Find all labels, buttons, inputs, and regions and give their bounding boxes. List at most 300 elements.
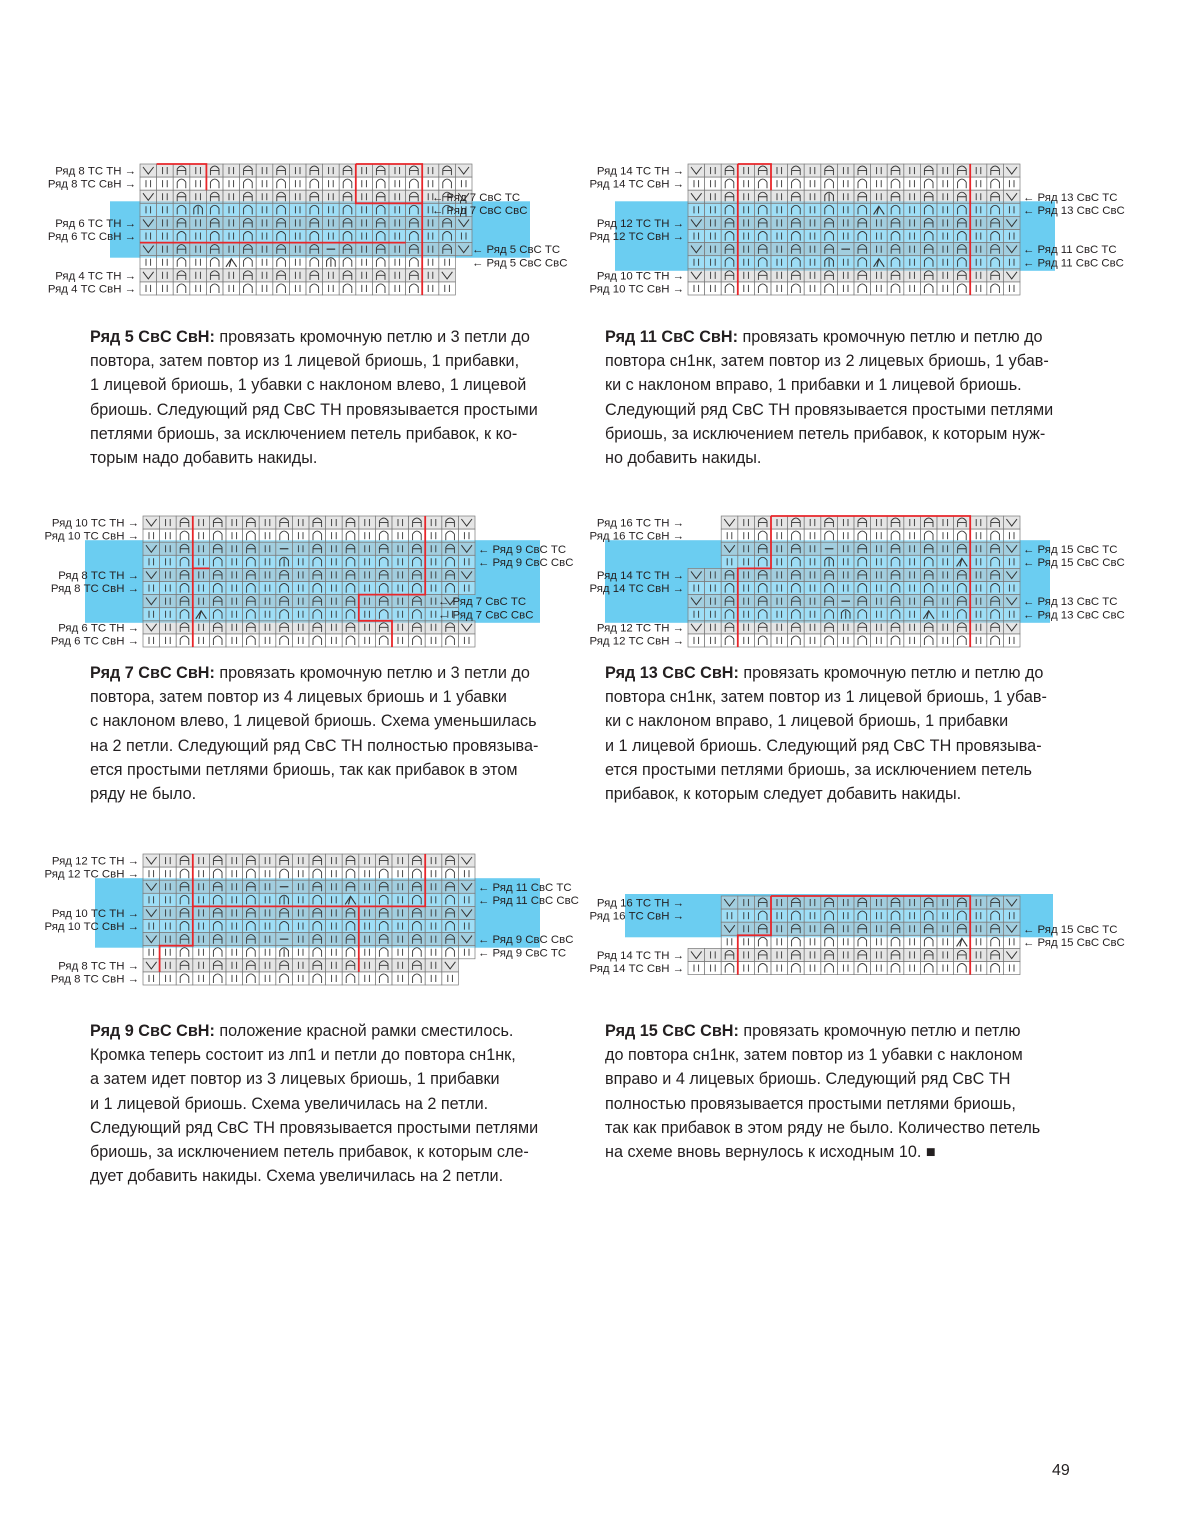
chart-cell: [970, 516, 987, 529]
chart-cell: [937, 216, 954, 229]
chart-cell: [970, 269, 987, 282]
chart-cell: [970, 164, 987, 177]
chart-cell: [804, 909, 821, 922]
chart-cell: [326, 621, 343, 634]
chart-cell: [688, 256, 705, 269]
chart-cell: [223, 164, 240, 177]
chart-cell: [837, 555, 854, 568]
chart-cell: [771, 542, 788, 555]
chart-cell: [193, 920, 210, 933]
left-row-label: Ряд 8 ТС ТН →: [55, 165, 136, 178]
chart-cell: [326, 608, 343, 621]
chart-cell: [837, 256, 854, 269]
chart-cell: [193, 568, 210, 581]
chart-cell: [292, 582, 309, 595]
chart-cell: [705, 243, 722, 256]
chart-cell: [143, 906, 160, 919]
chart-cell: [937, 243, 954, 256]
chart-cell: [970, 896, 987, 909]
chart-cell: [738, 216, 755, 229]
chart-cell: [259, 608, 276, 621]
chart-cell: [143, 516, 160, 529]
chart-cell: [937, 568, 954, 581]
chart-cell: [359, 959, 376, 972]
chart-cell: [143, 959, 160, 972]
chart-cell: [1003, 608, 1020, 621]
chart-cell: [157, 243, 174, 256]
chart-cell: [359, 542, 376, 555]
chart-cell: [193, 608, 210, 621]
chart-cell: [160, 920, 177, 933]
chart-cell: [190, 282, 207, 295]
chart-cell: [904, 269, 921, 282]
chart-cell: [160, 608, 177, 621]
chart-cell: [771, 164, 788, 177]
knitting-chart: [35, 512, 585, 652]
chart-cell: [223, 216, 240, 229]
chart-cell: [1003, 582, 1020, 595]
chart-cell: [771, 529, 788, 542]
chart-cell: [837, 634, 854, 647]
chart-cell: [326, 933, 343, 946]
chart-cell: [143, 555, 160, 568]
chart-cell: [226, 972, 243, 985]
chart-cell: [738, 582, 755, 595]
chart-cell: [937, 896, 954, 909]
chart-cell: [259, 582, 276, 595]
chart-cell: [292, 854, 309, 867]
chart-cell: [937, 256, 954, 269]
chart-cell: [326, 634, 343, 647]
chart-cell: [705, 608, 722, 621]
chart-cell: [359, 516, 376, 529]
chart-cell: [292, 946, 309, 959]
chart-cell: [721, 935, 738, 948]
chart-cell: [705, 948, 722, 961]
chart-cell: [193, 595, 210, 608]
left-row-label: Ряд 12 ТС ТН →: [51, 855, 139, 868]
chart-cell: [970, 608, 987, 621]
right-row-label: ← Ряд 7 СвС ТС: [432, 191, 521, 204]
instruction-row13: [605, 661, 1105, 806]
chart-cell: [425, 959, 442, 972]
chart-cell: [256, 269, 273, 282]
chart-cell: [160, 880, 177, 893]
chart-cell: [458, 880, 475, 893]
panel-row5: [40, 160, 585, 300]
chart-row13: [585, 512, 1145, 652]
chart-cell: [140, 177, 157, 190]
knitting-chart: [585, 512, 1145, 652]
chart-cell: [326, 946, 343, 959]
chart-cell: [738, 516, 755, 529]
right-row-label: ← Ряд 15 СвС ТС: [1023, 923, 1118, 936]
chart-cell: [359, 906, 376, 919]
chart-cell: [157, 269, 174, 282]
left-row-label: Ряд 6 ТС СвН →: [50, 635, 139, 648]
chart-cell: [425, 972, 442, 985]
chart-cell: [705, 568, 722, 581]
chart-cell: [837, 568, 854, 581]
right-row-label: ← Ряд 9 СвС СвС: [478, 934, 574, 947]
chart-cell: [1003, 922, 1020, 935]
chart-cell: [223, 269, 240, 282]
chart-cell: [771, 922, 788, 935]
chart-cell: [392, 854, 409, 867]
chart-cell: [356, 203, 373, 216]
chart-cell: [143, 867, 160, 880]
chart-cell: [292, 893, 309, 906]
chart-cell: [289, 230, 306, 243]
chart-cell: [193, 959, 210, 972]
chart-cell: [937, 962, 954, 975]
chart-cell: [871, 595, 888, 608]
chart-cell: [804, 190, 821, 203]
chart-cell: [904, 216, 921, 229]
chart-cell: [223, 282, 240, 295]
chart-cell: [688, 948, 705, 961]
chart-cell: [392, 516, 409, 529]
chart-cell: [193, 542, 210, 555]
right-row-label: ← Ряд 9 СвС ТС: [478, 543, 567, 556]
chart-cell: [705, 621, 722, 634]
chart-cell: [458, 906, 475, 919]
chart-cell: [970, 555, 987, 568]
chart-cell: [392, 582, 409, 595]
chart-cell: [721, 555, 738, 568]
chart-cell: [422, 177, 439, 190]
chart-cell: [937, 634, 954, 647]
chart-cell: [705, 595, 722, 608]
chart-cell: [226, 555, 243, 568]
chart-cell: [904, 282, 921, 295]
chart-cell: [458, 946, 475, 959]
chart-cell: [256, 256, 273, 269]
chart-cell: [226, 516, 243, 529]
chart-cell: [871, 962, 888, 975]
chart-cell: [688, 634, 705, 647]
chart-cell: [226, 582, 243, 595]
instruction-body: провязать кромочную петлю и петлю до повтора сн1нк, затем повтор из 1 лицевой бриошь, 1 убав- ки с наклоном вправо, 1 лицевой бриошь, 1 прибавки и 1 лицевой бриошь. Следующий ряд СвС ТН провязыва- ется простыми петлями бриошь, за исключением петель прибавок, к которым следует добавить накиды.: [605, 664, 1047, 804]
panel-row7: [35, 512, 585, 652]
chart-cell: [140, 269, 157, 282]
chart-cell: [190, 177, 207, 190]
chart-cell: [970, 177, 987, 190]
chart-cell: [292, 529, 309, 542]
chart-cell: [771, 896, 788, 909]
chart-cell: [157, 190, 174, 203]
chart-cell: [771, 282, 788, 295]
chart-cell: [256, 243, 273, 256]
chart-cell: [160, 854, 177, 867]
instruction-body: провязать кромочную петлю и петлю до повтора сн1нк, затем повтор из 2 лицевых бриошь, 1 убав- ки с наклоном вправо, 1 прибавки и 1 лицевой бриошь. Следующий ряд СвС ТН провязывается простыми петлями бриошь, за исключением петель прибавок, к которым нуж- но добавить накиды.: [605, 328, 1054, 468]
chart-cell: [292, 595, 309, 608]
chart-cell: [157, 216, 174, 229]
chart-cell: [190, 230, 207, 243]
chart-cell: [771, 621, 788, 634]
instruction-row15: [605, 1019, 1105, 1164]
chart-cell: [359, 582, 376, 595]
chart-cell: [289, 177, 306, 190]
chart-cell: [458, 555, 475, 568]
chart-cell: [425, 529, 442, 542]
left-row-label: Ряд 12 ТС СвН →: [589, 635, 684, 648]
chart-cell: [738, 608, 755, 621]
instruction-body: положение красной рамки сместилось. Кромка теперь состоит из лп1 и петли до повтора сн1нк, а затем идет повтор из 3 лицевых бриошь, 1 прибавки и 1 лицевой бриошь. Схема увеличилась на 2 петли. Следующий ряд СвС ТН провязывается простыми петлями бриошь, за исключением петель прибавок, к которым сле- дует добавить накиды. Схема увеличилась на 2 петли.: [90, 1022, 539, 1186]
chart-cell: [705, 962, 722, 975]
chart-cell: [738, 634, 755, 647]
instruction-body: провязать кромочную петлю и 3 петли до повтора, затем повтор из 4 лицевых бриошь и 1 убавки с наклоном влево, 1 лицевой бриошь. Схема уменьшилась на 2 петли. Следующий ряд СвС ТН полностью провязыва- ется простыми петлями бриошь, так как прибавок в этом ряду не было.: [90, 664, 539, 804]
chart-cell: [871, 896, 888, 909]
chart-cell: [871, 529, 888, 542]
chart-cell: [425, 555, 442, 568]
chart-cell: [190, 269, 207, 282]
chart-cell: [442, 972, 459, 985]
chart-cell: [259, 516, 276, 529]
chart-cell: [389, 216, 406, 229]
chart-cell: [389, 164, 406, 177]
chart-cell: [970, 230, 987, 243]
chart-cell: [771, 555, 788, 568]
chart-cell: [970, 621, 987, 634]
chart-cell: [738, 190, 755, 203]
chart-cell: [226, 608, 243, 621]
right-row-label: ← Ряд 13 СвС СвС: [1023, 204, 1125, 217]
chart-cell: [326, 893, 343, 906]
chart-cell: [1003, 555, 1020, 568]
chart-cell: [157, 177, 174, 190]
chart-cell: [970, 190, 987, 203]
chart-cell: [392, 529, 409, 542]
chart-cell: [160, 529, 177, 542]
chart-cell: [1003, 542, 1020, 555]
chart-cell: [871, 555, 888, 568]
chart-cell: [289, 282, 306, 295]
chart-cell: [871, 190, 888, 203]
chart-cell: [425, 516, 442, 529]
chart-cell: [738, 962, 755, 975]
chart-cell: [970, 243, 987, 256]
chart-cell: [326, 568, 343, 581]
chart-cell: [389, 269, 406, 282]
chart-cell: [425, 906, 442, 919]
chart-cell: [256, 282, 273, 295]
chart-cell: [871, 909, 888, 922]
chart-cell: [721, 529, 738, 542]
instruction-row7: [90, 661, 590, 806]
right-row-label: ← Ряд 7 СвС ТС: [438, 596, 527, 609]
chart-cell: [392, 867, 409, 880]
chart-cell: [259, 933, 276, 946]
chart-cell: [326, 920, 343, 933]
chart-cell: [970, 922, 987, 935]
chart-cell: [392, 634, 409, 647]
left-row-label: Ряд 6 ТС СвН →: [47, 231, 136, 244]
chart-cell: [259, 893, 276, 906]
chart-cell: [259, 972, 276, 985]
chart-cell: [458, 582, 475, 595]
chart-cell: [771, 269, 788, 282]
right-row-label: ← Ряд 15 СвС СвС: [1023, 556, 1125, 569]
chart-cell: [140, 230, 157, 243]
chart-cell: [422, 230, 439, 243]
chart-cell: [804, 582, 821, 595]
chart-cell: [837, 542, 854, 555]
chart-cell: [292, 920, 309, 933]
right-row-label: ← Ряд 9 СвС ТС: [478, 947, 567, 960]
chart-cell: [356, 216, 373, 229]
chart-cell: [256, 190, 273, 203]
chart-cell: [804, 269, 821, 282]
chart-cell: [837, 516, 854, 529]
chart-cell: [226, 621, 243, 634]
chart-cell: [160, 972, 177, 985]
chart-cell: [688, 568, 705, 581]
chart-cell: [193, 906, 210, 919]
chart-cell: [292, 555, 309, 568]
chart-cell: [359, 880, 376, 893]
chart-cell: [359, 568, 376, 581]
instruction-heading: Ряд 5 СвС СвН:: [90, 328, 215, 346]
chart-cell: [871, 948, 888, 961]
chart-cell: [458, 920, 475, 933]
chart-cell: [458, 542, 475, 555]
chart-cell: [256, 164, 273, 177]
chart-cell: [190, 216, 207, 229]
chart-cell: [193, 634, 210, 647]
chart-cell: [342, 893, 359, 906]
chart-cell: [226, 634, 243, 647]
chart-cell: [904, 962, 921, 975]
chart-cell: [356, 243, 373, 256]
chart-cell: [259, 595, 276, 608]
chart-cell: [705, 177, 722, 190]
chart-cell: [771, 582, 788, 595]
chart-cell: [970, 568, 987, 581]
chart-cell: [804, 555, 821, 568]
chart-cell: [323, 177, 340, 190]
chart-cell: [954, 935, 971, 948]
chart-cell: [970, 948, 987, 961]
left-row-label: Ряд 14 ТС СвН →: [589, 963, 684, 976]
chart-cell: [1003, 568, 1020, 581]
chart-cell: [323, 216, 340, 229]
chart-cell: [140, 216, 157, 229]
chart-cell: [904, 256, 921, 269]
chart-cell: [771, 608, 788, 621]
chart-cell: [920, 608, 937, 621]
chart-cell: [804, 256, 821, 269]
chart-cell: [688, 621, 705, 634]
chart-cell: [439, 282, 456, 295]
chart-cell: [425, 582, 442, 595]
chart-cell: [190, 243, 207, 256]
chart-cell: [356, 177, 373, 190]
chart-cell: [688, 282, 705, 295]
chart-cell: [458, 854, 475, 867]
chart-cell: [359, 867, 376, 880]
chart-cell: [160, 867, 177, 880]
left-row-label: Ряд 14 ТС ТН →: [596, 570, 684, 582]
chart-cell: [326, 595, 343, 608]
chart-cell: [193, 555, 210, 568]
chart-cell: [937, 282, 954, 295]
left-row-label: Ряд 16 ТС ТН →: [596, 517, 684, 530]
chart-cell: [937, 922, 954, 935]
chart-cell: [970, 634, 987, 647]
chart-cell: [356, 256, 373, 269]
right-row-label: ← Ряд 7 СвС СвС: [432, 204, 528, 217]
chart-cell: [1003, 962, 1020, 975]
chart-cell: [140, 190, 157, 203]
chart-cell: [1003, 282, 1020, 295]
chart-cell: [425, 542, 442, 555]
chart-cell: [904, 909, 921, 922]
chart-cell: [425, 880, 442, 893]
chart-cell: [738, 203, 755, 216]
chart-cell: [140, 256, 157, 269]
chart-cell: [292, 906, 309, 919]
chart-cell: [904, 529, 921, 542]
chart-cell: [1003, 216, 1020, 229]
chart-cell: [705, 164, 722, 177]
chart-cell: [904, 243, 921, 256]
chart-cell: [804, 243, 821, 256]
chart-cell: [226, 893, 243, 906]
chart-cell: [292, 880, 309, 893]
chart-cell: [688, 216, 705, 229]
chart-cell: [292, 516, 309, 529]
chart-cell: [326, 516, 343, 529]
chart-cell: [904, 935, 921, 948]
chart-cell: [771, 909, 788, 922]
left-row-label: Ряд 8 ТС ТН →: [58, 570, 139, 582]
chart-cell: [256, 230, 273, 243]
instruction-row5: [90, 325, 590, 470]
chart-cell: [160, 582, 177, 595]
chart-cell: [871, 582, 888, 595]
chart-cell: [193, 933, 210, 946]
chart-cell: [425, 634, 442, 647]
chart-cell: [455, 243, 472, 256]
chart-cell: [392, 946, 409, 959]
chart-cell: [143, 893, 160, 906]
instruction-body: провязать кромочную петлю и 3 петли до повтора, затем повтор из 1 лицевой бриошь, 1 прибавки, 1 лицевой бриошь, 1 убавки с наклоном влево, 1 лицевой бриошь. Следующий ряд СвС ТН провязывается простыми петлями бриошь, за исключением петель прибавок, к ко- торым надо добавить накиды.: [90, 328, 538, 468]
chart-cell: [143, 920, 160, 933]
chart-row11: [585, 160, 1145, 300]
chart-cell: [143, 946, 160, 959]
left-row-label: Ряд 14 ТС СвН →: [589, 583, 684, 596]
chart-cell: [837, 203, 854, 216]
chart-cell: [738, 948, 755, 961]
chart-cell: [721, 896, 738, 909]
chart-cell: [1003, 634, 1020, 647]
chart-cell: [904, 164, 921, 177]
left-row-label: Ряд 16 ТС СвН →: [589, 910, 684, 923]
right-row-label: ← Ряд 5 СвС СвС: [472, 257, 568, 270]
chart-cell: [193, 880, 210, 893]
chart-cell: [422, 243, 439, 256]
chart-cell: [904, 190, 921, 203]
chart-cell: [226, 933, 243, 946]
chart-cell: [688, 962, 705, 975]
chart-cell: [771, 256, 788, 269]
chart-cell: [259, 854, 276, 867]
chart-cell: [1003, 909, 1020, 922]
chart-cell: [223, 190, 240, 203]
chart-cell: [226, 568, 243, 581]
chart-cell: [422, 269, 439, 282]
